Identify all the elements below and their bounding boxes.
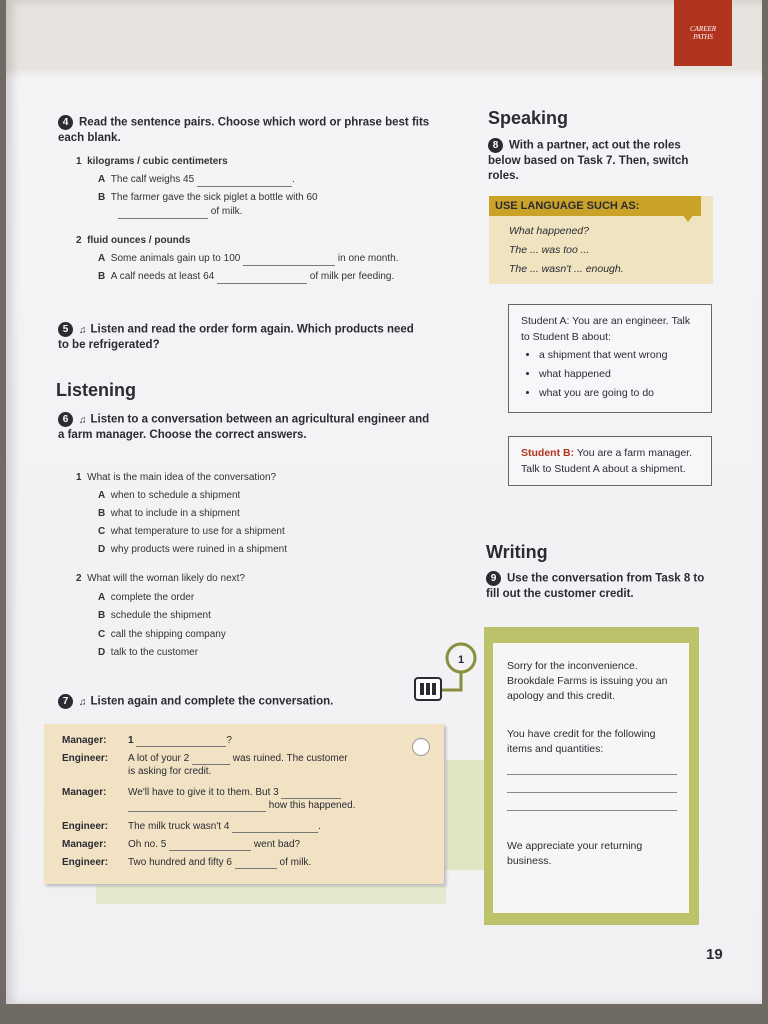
answer-blank[interactable] [243,265,335,266]
audio-icon: ♫ [79,414,87,426]
decorative-stripe [96,886,446,904]
student-a-role-card: Student A: You are an engineer. Talk to Student B about: • a shipment that went wrong • what happened • what you are going to do [508,304,712,413]
credit-entry-line[interactable] [507,792,677,793]
task6-question-2: 2 What will the woman likely do next? A complete the order B schedule the shipment C call the shipping company D talk to the customer [76,570,436,663]
answer-option[interactable]: B what to include in a shipment [98,508,240,519]
task6-instruction: 6 ♫ Listen to a conversation between an agricultural engineer and a farm manager. Choose the correct answers. [58,413,430,441]
textbook-page [6,0,762,1004]
task8-instruction: 8 With a partner, act out the roles below based on Task 7. Then, switch roles. [488,139,689,182]
audio-icon: ♫ [79,696,87,708]
answer-option[interactable]: C call the shipping company [98,628,226,640]
answer-option[interactable]: A complete the order [98,591,195,603]
task6-question-1: 1 What is the main idea of the conversation? A when to schedule a shipment B what to include in a shipment C what temperature to use for a shipment D why products were ruined in a shipment [76,469,436,559]
speaking-heading: Speaking [488,108,569,128]
answer-blank[interactable] [169,850,251,851]
role-bullet: • what happened [539,366,699,382]
answer-option[interactable]: D why products were ruined in a shipment [98,544,287,555]
customer-credit-form [484,627,699,925]
task4-instruction: 4 Read the sentence pairs. Choose which word or phrase best fits each blank. [58,116,430,144]
answer-blank[interactable] [128,811,266,812]
answer-blank[interactable] [118,218,208,219]
career-paths-logo: CAREER PATHS [674,0,732,66]
credit-entry-line[interactable] [507,810,677,811]
tag-hole [412,738,430,756]
answer-blank[interactable] [232,832,318,833]
use-language-box: USE LANGUAGE SUCH AS: What happened? The ... was too ... The ... wasn't ... enough. [489,196,713,284]
answer-option[interactable]: D talk to the customer [98,647,199,658]
task-number-badge: 8 [488,138,503,153]
svg-text:1: 1 [457,654,465,666]
task-number-badge: 6 [58,412,73,427]
credit-entry-line[interactable] [507,774,677,775]
task9-instruction: 9 Use the conversation from Task 8 to fill out the customer credit. [486,572,705,600]
student-b-role-card: Student B: You are a farm manager. Talk to Student A about a shipment. [508,436,712,486]
credit-form-paper: Sorry for the inconvenience. Brookdale Farms is issuing you an apology and this credit. You have credit for the following items and quantities: We appreciate your returning business. [493,643,689,913]
task-number-badge: 4 [58,115,73,130]
shipping-tag-icon [411,640,479,712]
answer-blank[interactable] [136,746,226,747]
role-bullet: • a shipment that went wrong [539,347,699,363]
conversation-line: Manager: 1 ? [62,735,232,746]
conversation-card [44,724,444,884]
listening-heading: Listening [56,380,136,400]
answer-option[interactable]: A when to schedule a shipment [98,490,241,501]
conversation-line: Manager: Oh no. 5 went bad? [62,839,301,850]
answer-blank[interactable] [217,283,307,284]
audio-icon: ♫ [79,324,87,336]
conversation-line: Manager: We'll have to give it to them. But 3 how this happened. [62,787,356,811]
task-number-badge: 9 [486,571,501,586]
conversation-line: Engineer: A lot of your 2 was ruined. The customer is asking for credit. [62,753,348,777]
task4-item-1: 1 kilograms / cubic centimeters A The calf weighs 45 . B The farmer gave the sick piglet a bottle with 60 of milk. [76,156,318,217]
writing-heading: Writing [486,542,548,562]
conversation-line: Engineer: Two hundred and fifty 6 of milk. [62,857,312,868]
task-number-badge: 5 [58,322,73,337]
use-language-header: USE LANGUAGE SUCH AS: [489,196,701,216]
answer-option[interactable]: B schedule the shipment [98,610,211,621]
task-number-badge: 7 [58,694,73,709]
speech-pointer-icon [679,210,697,222]
answer-option[interactable]: C what temperature to use for a shipment [98,526,285,537]
answer-blank[interactable] [197,186,292,187]
answer-blank[interactable] [235,868,277,869]
task5-instruction: 5 ♫ Listen and read the order form again. Which products need to be refrigerated? [58,323,414,351]
role-bullet: • what you are going to do [539,385,699,401]
task4-item-2: 2 fluid ounces / pounds A Some animals gain up to 100 in one month. B A calf needs at least 64 of milk per feeding. [76,235,399,282]
decorative-stripe [446,760,484,870]
conversation-line: Engineer: The milk truck wasn't 4 . [62,821,321,832]
task7-instruction: 7 ♫ Listen again and complete the conversation. [58,694,418,710]
page-number: 19 [706,946,723,963]
